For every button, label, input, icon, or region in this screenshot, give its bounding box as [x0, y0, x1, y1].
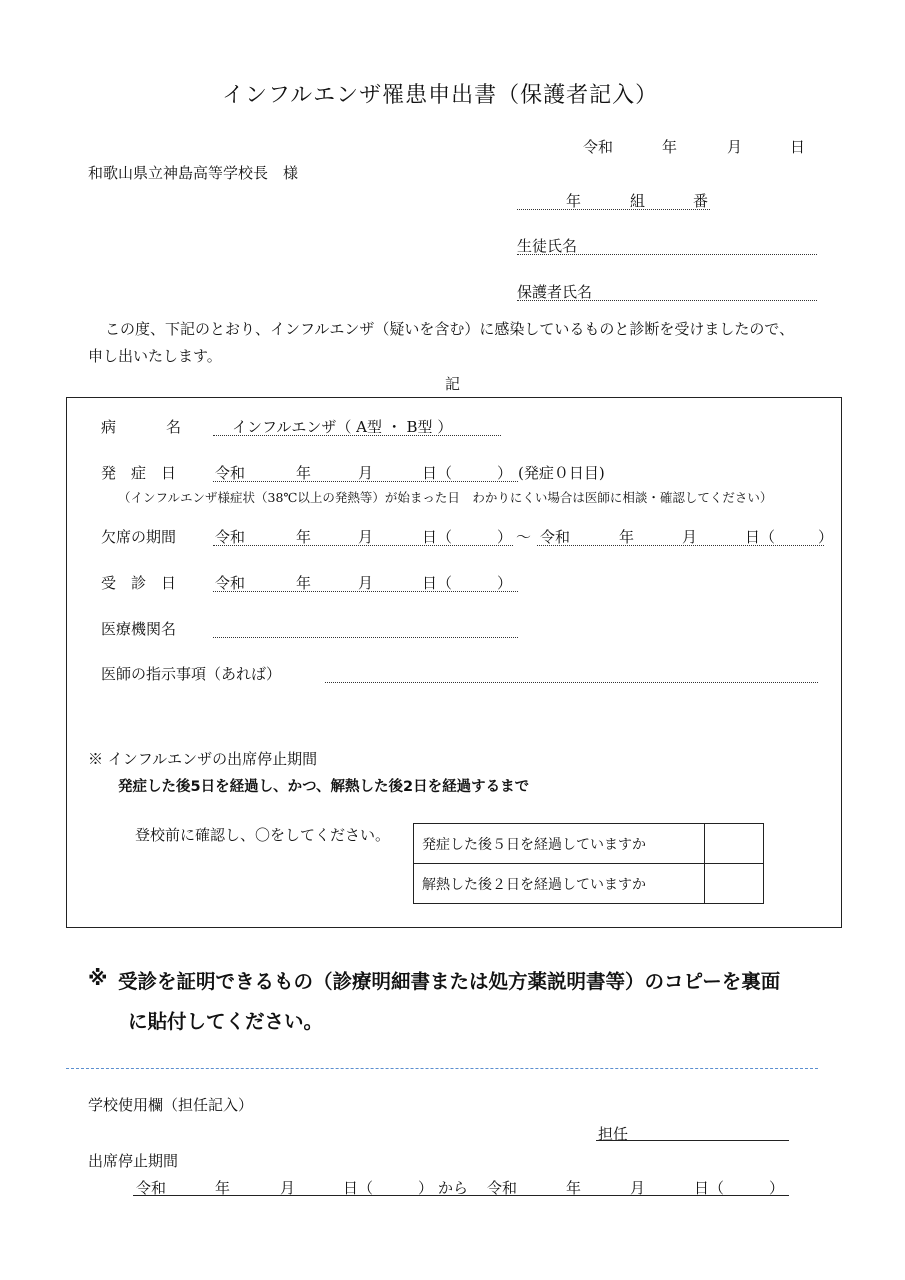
confirm-table [413, 823, 764, 904]
clinic-field[interactable] [213, 637, 518, 638]
period-era-2: 令和 [487, 1179, 518, 1197]
absence-era: 令和 [215, 528, 246, 546]
confirm-question: 発症した後５日を経過していますか [414, 824, 705, 864]
doctor-label: 医師の指示事項（あれば） [101, 665, 282, 683]
disease-label-b: 名 [166, 418, 182, 436]
onset-month: 月 [358, 464, 374, 482]
onset-era: 令和 [215, 464, 246, 482]
school-use-heading: 学校使用欄（担任記入） [88, 1096, 254, 1114]
period-day: 日（ ） [343, 1179, 434, 1197]
visit-day: 日（ ） [422, 574, 513, 592]
absence-month: 月 [358, 528, 374, 546]
page-title: インフルエンザ罹患申出書（保護者記入） [222, 83, 659, 108]
suspension-rule: 発症した後5日を経過し、かつ、解熱した後2日を経過するまで [118, 779, 530, 795]
class-number: 番 [693, 192, 709, 210]
confirm-row [414, 824, 764, 864]
absence-era-2: 令和 [540, 528, 571, 546]
student-name-label: 生徒氏名 [517, 237, 578, 255]
onset-suffix: (発症０日目) [518, 464, 605, 482]
notice-line-2: に貼付してください。 [128, 1010, 324, 1033]
notice-line-1: 受診を証明できるもの（診療明細書または処方薬説明書等）のコピーを裏面 [118, 970, 781, 993]
visit-field[interactable] [213, 591, 518, 592]
onset-day: 日（ ） [422, 464, 513, 482]
confirm-row [414, 864, 764, 904]
confirm-label: 登校前に確認し、〇をしてください。 [135, 826, 391, 844]
intro-line-1: この度、下記のとおり、インフルエンザ（疑いを含む）に感染しているものと診断を受けましたので、 [105, 320, 795, 338]
confirm-answer-box[interactable] [705, 824, 764, 864]
disease-underline [213, 435, 501, 436]
period-field[interactable] [133, 1195, 789, 1196]
class-field[interactable] [517, 209, 710, 210]
suspension-heading: ※ インフルエンザの出席停止期間 [88, 750, 318, 768]
onset-year: 年 [296, 464, 312, 482]
clinic-label: 医療機関名 [101, 620, 177, 638]
period-year-2: 年 [566, 1179, 582, 1197]
period-day-2: 日（ ） [694, 1179, 785, 1197]
absence-field-from[interactable] [213, 545, 513, 546]
period-kara: から [438, 1179, 469, 1197]
addressee: 和歌山県立神島高等学校長 様 [88, 164, 299, 182]
absence-year: 年 [296, 528, 312, 546]
absence-tilde: 〜 [516, 528, 532, 546]
absence-year-2: 年 [619, 528, 635, 546]
absence-day: 日（ ） [422, 528, 513, 546]
ki-heading: 記 [445, 375, 461, 393]
teacher-label: 担任 [598, 1125, 629, 1143]
period-month-2: 月 [630, 1179, 646, 1197]
intro-line-2: 申し出いたします。 [88, 347, 222, 365]
period-era: 令和 [136, 1179, 167, 1197]
onset-note: （インフルエンザ様症状（38℃以上の発熱等）が始まった日 わかりにくい場合は医師に相談・確認してください） [118, 490, 773, 505]
doctor-field[interactable] [325, 682, 818, 683]
date-month: 月 [727, 138, 743, 156]
visit-label: 受 診 日 [101, 574, 177, 592]
onset-field[interactable] [213, 481, 518, 482]
period-month: 月 [280, 1179, 296, 1197]
confirm-question: 解熱した後２日を経過していますか [414, 864, 705, 904]
guardian-name-field[interactable] [517, 300, 817, 301]
disease-value[interactable]: インフルエンザ（ A型 ・ B型 ） [232, 418, 453, 436]
absence-label: 欠席の期間 [101, 528, 177, 546]
visit-era: 令和 [215, 574, 246, 592]
absence-day-2: 日（ [745, 528, 776, 546]
absence-close: ） [818, 528, 834, 546]
disease-label-a: 病 [101, 418, 117, 436]
absence-field-to[interactable] [537, 545, 824, 546]
guardian-name-label: 保護者氏名 [517, 283, 593, 301]
class-group: 組 [630, 192, 646, 210]
onset-label: 発 症 日 [101, 464, 177, 482]
visit-year: 年 [296, 574, 312, 592]
period-year: 年 [215, 1179, 231, 1197]
date-day: 日 [790, 138, 806, 156]
teacher-field[interactable] [596, 1140, 789, 1141]
student-name-field[interactable] [517, 254, 817, 255]
confirm-answer-box[interactable] [705, 864, 764, 904]
period-label: 出席停止期間 [88, 1152, 179, 1170]
notice-mark: ※ [88, 966, 108, 990]
cut-line [66, 1068, 818, 1069]
class-year: 年 [566, 192, 582, 210]
visit-month: 月 [358, 574, 374, 592]
date-year: 年 [662, 138, 678, 156]
date-era: 令和 [583, 138, 614, 156]
absence-month-2: 月 [682, 528, 698, 546]
